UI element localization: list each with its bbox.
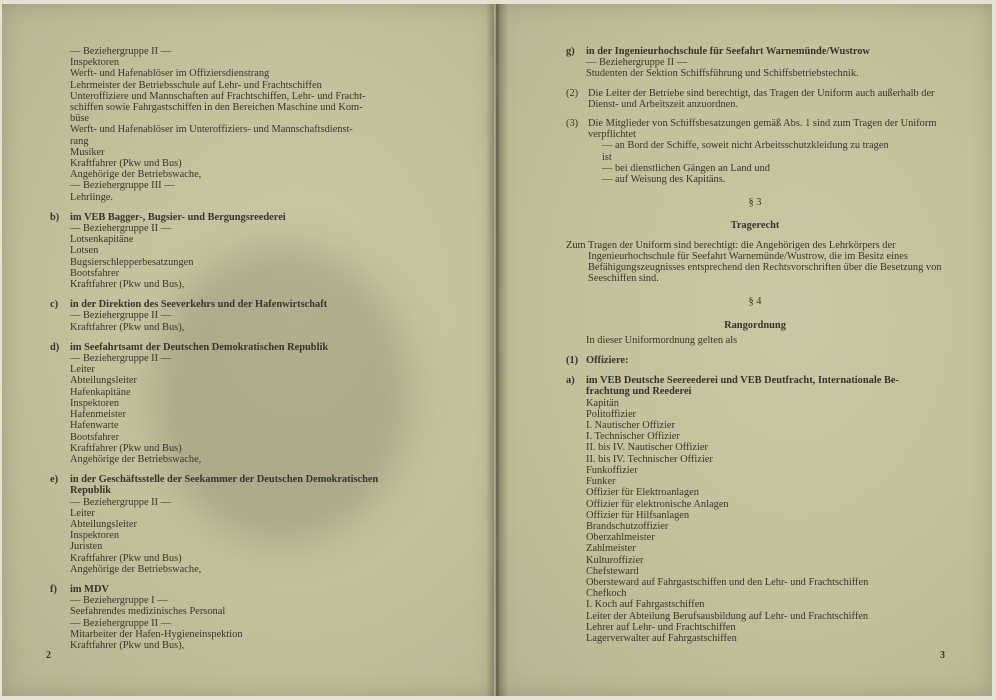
text-line <box>566 420 944 431</box>
line-text: Leiter der Abteilung Berufsausbildung auf Lehr- und Frachtschiffen <box>586 610 869 622</box>
item-label: d) <box>50 341 60 353</box>
line-text: § 3 <box>748 197 762 209</box>
text-line <box>566 521 944 532</box>
text-line <box>566 57 944 68</box>
line-text: Lehrer auf Lehr- und Frachtschiffen <box>586 621 736 633</box>
line-text: Zahlmeister <box>586 543 636 555</box>
text-line <box>50 68 432 79</box>
line-text: Bootsfahrer <box>70 267 120 279</box>
line-text: — Beziehergruppe II — <box>70 353 172 365</box>
text-line <box>566 599 944 610</box>
item-label: e) <box>50 474 59 486</box>
line-text: — Beziehergruppe II — <box>70 310 172 322</box>
line-text: Werft- und Hafenablöser im Unteroffiziers- und Mannschaftsdienst- <box>70 124 353 136</box>
text-line <box>50 443 432 454</box>
line-text: im VEB Deutsche Seereederei und VEB Deutfracht, Internationale Be- <box>586 375 899 387</box>
line-text: I. Nautischer Offizier <box>586 420 675 432</box>
line-text: Kraftfahrer (Pkw und Bus), <box>70 279 185 291</box>
line-text: Bootsfahrer <box>70 431 120 443</box>
text-line <box>50 279 432 290</box>
right-page <box>496 4 992 696</box>
line-text: Tragerecht <box>730 220 780 232</box>
text-line <box>566 152 944 163</box>
text-line <box>566 476 944 487</box>
text-line <box>50 541 432 552</box>
line-text: Angehörige der Betriebswache, <box>70 169 202 181</box>
line-text: I. Koch auf Fahrgastschiffen <box>586 599 705 611</box>
line-text: im VEB Bagger-, Bugsier- und Bergungsreederei <box>70 211 286 223</box>
book-gutter <box>486 4 508 696</box>
text-line <box>50 234 432 245</box>
text-line <box>566 588 944 599</box>
line-text: Musiker <box>70 146 105 158</box>
line-text: ist <box>602 151 612 163</box>
line-text: Hafenmeister <box>70 409 126 421</box>
line-text: Kraftfahrer (Pkw und Bus), <box>70 321 185 333</box>
text-line <box>566 431 944 442</box>
text-line <box>50 245 432 256</box>
line-text: Offizier für Elektroanlagen <box>586 487 699 499</box>
line-text: Bugsierschlepperbesatzungen <box>70 256 194 268</box>
text-line <box>566 163 944 174</box>
text-line <box>566 197 944 208</box>
line-text: Hafenwarte <box>70 420 119 432</box>
text-line <box>50 497 432 508</box>
line-text: Unteroffiziere und Mannschaften auf Frachtschiffen, Lehr- und Fracht- <box>70 90 366 102</box>
left-page <box>2 4 494 696</box>
text-line <box>566 118 944 140</box>
text-line <box>50 618 432 629</box>
text-line <box>50 180 432 191</box>
text-line <box>566 555 944 566</box>
line-text: Obersteward auf Fahrgastschiffen und den Lehr- und Frachtschiffen <box>586 576 869 588</box>
text-line <box>50 508 432 519</box>
text-line <box>566 409 944 420</box>
line-text: Inspektoren <box>70 397 120 409</box>
text-line <box>50 80 432 91</box>
text-line <box>50 564 432 575</box>
text-line <box>50 454 432 465</box>
text-line <box>50 584 432 595</box>
line-text: Lagerverwalter auf Fahrgastschiffen <box>586 632 737 644</box>
text-line <box>50 474 432 485</box>
text-line <box>566 499 944 510</box>
text-line <box>50 212 432 223</box>
text-line <box>50 629 432 640</box>
text-line <box>50 310 432 321</box>
line-text: — Beziehergruppe II — <box>70 617 172 629</box>
line-text: frachtung und Reederei <box>586 386 692 398</box>
text-line <box>50 553 432 564</box>
text-line <box>50 364 432 375</box>
line-text: Funker <box>586 476 616 488</box>
line-text: Rangordnung <box>724 319 786 331</box>
text-line <box>566 88 944 110</box>
line-text: — Beziehergruppe II — <box>70 223 172 235</box>
line-text: Lehrmeister der Betriebsschule auf Lehr- und Frachtschiffen <box>70 79 322 91</box>
line-text: Inspektoren <box>70 530 120 542</box>
line-text: Kapitän <box>586 397 619 409</box>
text-line <box>566 375 944 386</box>
line-text: § 4 <box>748 296 762 308</box>
text-line <box>50 136 432 147</box>
line-text: Abteilungsleiter <box>70 375 137 387</box>
text-line <box>566 566 944 577</box>
item-label: (1) <box>566 355 579 367</box>
line-text: Juristen <box>70 541 103 553</box>
right-page-text <box>566 46 944 644</box>
line-text: — Beziehergruppe II — <box>70 46 172 57</box>
line-text: im MDV <box>70 583 109 595</box>
text-line <box>50 158 432 169</box>
text-line <box>50 375 432 386</box>
line-text: Leiter <box>70 364 95 376</box>
line-text: Leiter <box>70 507 95 519</box>
text-line <box>50 606 432 617</box>
left-page-number: 2 <box>46 650 51 661</box>
text-line <box>566 633 944 644</box>
text-line <box>566 532 944 543</box>
line-text: Brandschutzoffizier <box>586 520 669 532</box>
line-text: schiffen sowie Fahrgastschiffen in den Bereichen Maschine und Kom- <box>70 102 363 114</box>
text-line <box>566 487 944 498</box>
item-label: a) <box>566 375 575 387</box>
text-line <box>50 595 432 606</box>
text-line <box>566 46 944 57</box>
text-line <box>566 465 944 476</box>
line-text: in der Ingenieurhochschule für Seefahrt Warnemünde/Wustrow <box>586 46 870 57</box>
line-text: In dieser Uniformordnung gelten als <box>586 334 738 346</box>
text-line <box>50 409 432 420</box>
item-label: (3) <box>566 118 579 130</box>
left-page-text <box>50 46 432 651</box>
line-text: II. bis IV. Technischer Offizier <box>586 453 713 465</box>
line-text: — an Bord der Schiffe, soweit nicht Arbeitsschutzkleidung zu tragen <box>602 140 889 152</box>
line-text: Mitarbeiter der Hafen-Hygieneinspektion <box>70 628 243 640</box>
line-text: Offiziere: <box>586 355 629 367</box>
text-line <box>566 320 944 331</box>
line-text: Lotsen <box>70 245 99 257</box>
line-text: Funkoffizier <box>586 464 638 476</box>
text-line <box>566 543 944 554</box>
text-line <box>50 223 432 234</box>
text-line <box>566 622 944 633</box>
line-text: Offizier für elektronische Anlagen <box>586 498 729 510</box>
text-line <box>566 68 944 79</box>
line-text: II. bis IV. Nautischer Offizier <box>586 442 708 454</box>
line-text: Studenten der Sektion Schiffsführung und Schiffsbetriebstechnik. <box>586 68 859 80</box>
line-text: — Beziehergruppe II — <box>70 496 172 508</box>
text-line <box>50 530 432 541</box>
text-line <box>566 577 944 588</box>
text-line <box>566 454 944 465</box>
item-label: (2) <box>566 87 579 99</box>
text-line <box>50 57 432 68</box>
text-line <box>566 140 944 151</box>
text-line <box>50 169 432 180</box>
text-line <box>50 353 432 364</box>
item-label: b) <box>50 211 60 223</box>
text-line <box>566 386 944 397</box>
item-label: f) <box>50 583 57 595</box>
line-text: Kraftfahrer (Pkw und Bus) <box>70 158 182 170</box>
line-text: in der Geschäftsstelle der Seekammer der Deutschen Demokratischen <box>70 474 379 486</box>
text-line <box>50 268 432 279</box>
text-line <box>50 257 432 268</box>
text-line <box>50 102 432 113</box>
item-label: g) <box>566 46 575 57</box>
line-text: in der Direktion des Seeverkehrs und der Hafenwirtschaft <box>70 299 328 311</box>
text-line <box>566 442 944 453</box>
line-text: Angehörige der Betriebswache, <box>70 453 202 465</box>
text-line <box>50 147 432 158</box>
line-text: Oberzahlmeister <box>586 532 655 544</box>
text-line <box>50 485 432 496</box>
line-text: Hafenkapitäne <box>70 386 131 398</box>
line-text: Kraftfahrer (Pkw und Bus) <box>70 442 182 454</box>
text-line <box>50 322 432 333</box>
line-text: Angehörige der Betriebswache, <box>70 563 202 575</box>
line-text: Politoffizier <box>586 408 637 420</box>
line-text: — bei dienstlichen Gängen an Land und <box>602 162 770 174</box>
item-label: c) <box>50 299 59 311</box>
text-line <box>50 46 432 57</box>
text-line <box>566 611 944 622</box>
text-line <box>50 342 432 353</box>
text-line <box>50 387 432 398</box>
line-text: Chefkoch <box>586 588 627 600</box>
line-text: — Beziehergruppe II — <box>586 57 688 69</box>
text-line <box>566 510 944 521</box>
text-line <box>566 296 944 307</box>
line-text: Werft- und Hafenablöser im Offiziersdienstrang <box>70 68 270 80</box>
text-line <box>50 640 432 651</box>
line-text: Die Mitglieder von Schiffsbesatzungen gemäß Abs. 1 sind zum Tragen der Uniform verpflichtet <box>588 118 937 141</box>
line-text: — auf Weisung des Kapitäns. <box>602 174 726 186</box>
line-text: Abteilungsleiter <box>70 518 137 530</box>
text-line <box>50 398 432 409</box>
line-text: Kulturoffizier <box>586 554 644 566</box>
line-text: Seefahrendes medizinisches Personal <box>70 606 226 618</box>
line-text: Kraftfahrer (Pkw und Bus), <box>70 639 185 651</box>
text-line <box>566 335 944 346</box>
text-line <box>50 91 432 102</box>
line-text: Lehrlinge. <box>70 191 113 203</box>
line-text: im Seefahrtsamt der Deutschen Demokratischen Republik <box>70 341 329 353</box>
text-line <box>50 432 432 443</box>
line-text: — Beziehergruppe I — <box>70 595 168 607</box>
text-line <box>50 420 432 431</box>
text-line <box>50 299 432 310</box>
line-text: Offizier für Hilfsanlagen <box>586 509 690 521</box>
text-line <box>566 240 944 285</box>
text-line <box>50 519 432 530</box>
text-line <box>50 124 432 135</box>
line-text: Lotsenkapitäne <box>70 234 134 246</box>
text-line <box>566 220 944 231</box>
text-line <box>566 398 944 409</box>
line-text: — Beziehergruppe III — <box>70 180 175 192</box>
line-text: büse <box>70 113 90 125</box>
right-page-number: 3 <box>940 650 945 661</box>
line-text: Republik <box>70 485 112 497</box>
line-text: Kraftfahrer (Pkw und Bus) <box>70 552 182 564</box>
text-line <box>566 355 944 366</box>
line-text: Inspektoren <box>70 57 120 69</box>
text-line <box>50 192 432 203</box>
line-text: Chefsteward <box>586 565 639 577</box>
line-text: Zum Tragen der Uniform sind berechtigt: die Angehörigen des Lehrkörpers der Ingenieurhochschule für Seefahrt Warnemünde/Wustrow, die im Besitz eines Befähigungszeugnisses entsprechend den Rechtsvorschriften über die Besetzung von Seeschiffen sind. <box>566 239 942 285</box>
text-line <box>566 174 944 185</box>
line-text: rang <box>70 135 89 147</box>
line-text: Die Leiter der Betriebe sind berechtigt, das Tragen der Uniform auch außerhalb der Dienst- und Arbeitszeit anzuordnen. <box>588 87 935 110</box>
line-text: I. Technischer Offizier <box>586 431 680 443</box>
text-line <box>50 113 432 124</box>
